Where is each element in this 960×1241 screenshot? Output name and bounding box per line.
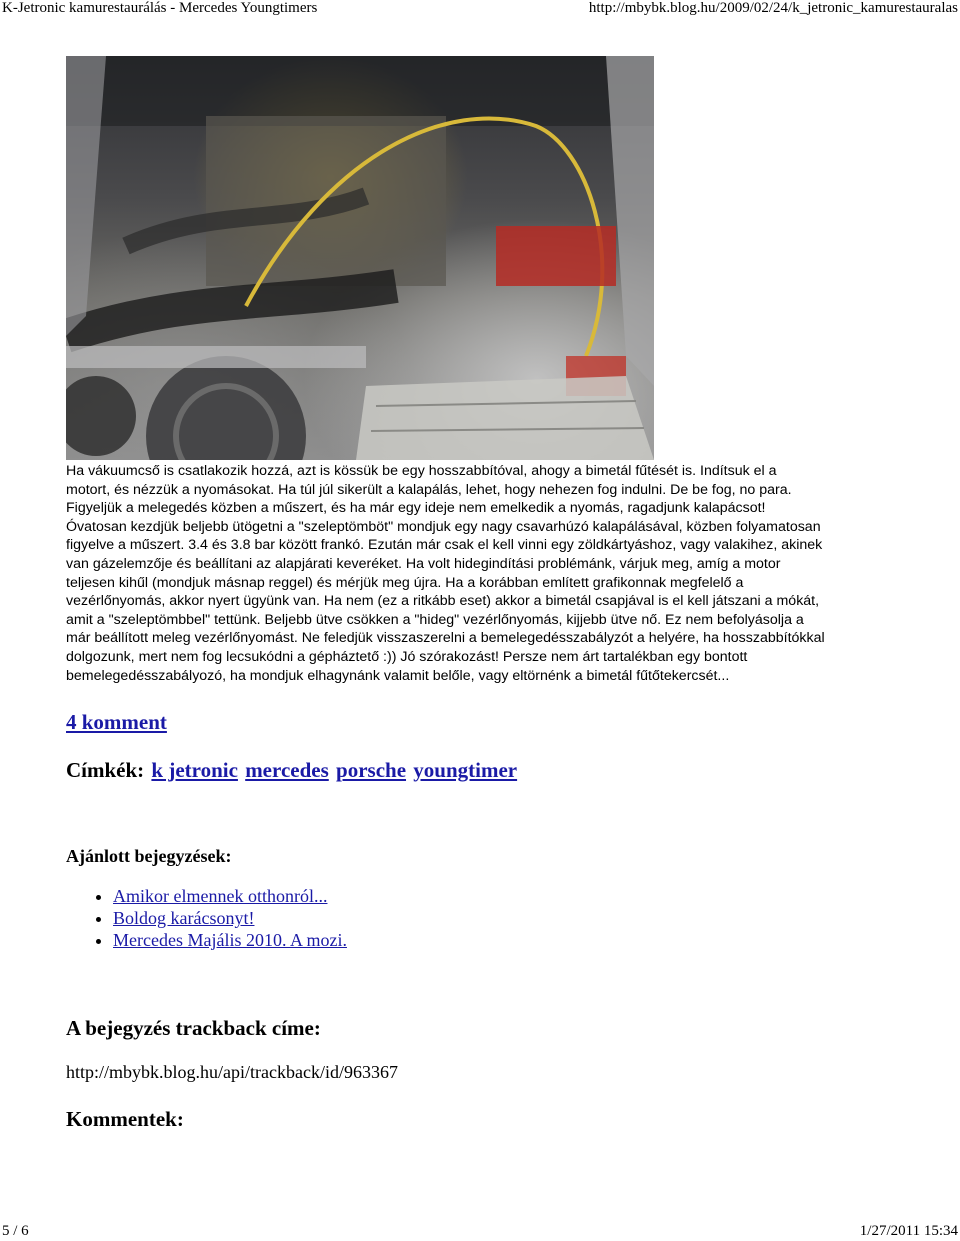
- list-item: [113, 885, 347, 907]
- body-line: Ha vákuumcső is csatlakozik hozzá, azt is kössük be egy hosszabbítóval, ahogy a bimetál fűtését is. Indítsuk el a: [66, 463, 777, 479]
- body-line: amit a "szeleptömbbel" tettünk. Beljebb ütve csökken a "hideg" vezérlőnyomás, kijjebb ütve nő. Ez nem befolyásolja a: [66, 611, 804, 628]
- tag-link[interactable]: mercedes: [245, 758, 329, 782]
- body-line: bemelegedésszabályozó, ha mondjuk elhagynánk valamit belőle, vagy eltörnénk a bimetál fűtőtekercsét...: [66, 667, 730, 684]
- recommended-list: [66, 885, 347, 951]
- body-line: van gázelemzője és beállítani az alapjárati keveréket. Ha volt hidegindítási problémánk, várjuk meg, amíg a motor: [66, 555, 781, 572]
- body-line: vezérlőnyomás, akkor nyert ügyünk van. Ha nem (ez a ritkább eset) akkor a bimetál csapjával is el kell játszani a mókát,: [66, 593, 820, 610]
- body-line: Óvatosan kezdjük beljebb ütögetni a "szeleptömböt" mondjuk egy nagy csavarhúzó kalapálásával, közben folyamatosan: [66, 518, 821, 535]
- list-item: [113, 907, 347, 929]
- recommended-link[interactable]: Amikor elmennek otthonról...: [113, 886, 328, 906]
- body-line: dolgozunk, mert nem fog lecsukódni a gépháztető :)) Jó szórakozást! Persze nem árt tartalékban egy bontott: [66, 648, 748, 665]
- engine-bay-photo: [66, 56, 654, 460]
- tag-link[interactable]: youngtimer: [413, 758, 518, 782]
- comments-link[interactable]: 4 komment: [66, 710, 167, 734]
- tag-link[interactable]: k jetronic: [151, 758, 238, 782]
- tag-link[interactable]: porsche: [336, 758, 407, 782]
- trackback-url: http://mbybk.blog.hu/api/trackback/id/963367: [66, 1062, 398, 1082]
- body-line: motort, és nézzük a nyomásokat. Ha túl júl sikerült a kalapálás, lehet, hogy nehezen fog indulni. De be fog, no para.: [66, 481, 792, 498]
- print-header-title: K-Jetronic kamurestaurálás - Mercedes Youngtimers: [2, 0, 318, 16]
- recommended-link[interactable]: Mercedes Majális 2010. A mozi.: [113, 930, 347, 950]
- page-number: 5 / 6: [2, 1223, 29, 1239]
- recommended-link[interactable]: Boldog karácsonyt!: [113, 908, 255, 928]
- tags-row: [66, 758, 517, 783]
- print-header-url: http://mbybk.blog.hu/2009/02/24/k_jetronic_kamurestauralas: [588, 0, 958, 16]
- print-datetime: 1/27/2011 15:34: [859, 1223, 958, 1239]
- list-item: [113, 929, 347, 951]
- recommended-title: Ajánlott bejegyzések:: [66, 846, 232, 866]
- tags-label: Címkék:: [66, 758, 145, 782]
- article-body: [66, 462, 896, 685]
- comments-title: Kommentek:: [66, 1107, 184, 1131]
- body-line: Figyeljük a melegedés közben a műszert, és ha már egy ideje nem emelkedik a nyomás, ragadjunk kalapácsot!: [66, 500, 766, 517]
- body-line: figyelve a műszert. 3.4 és 3.8 bar között frankó. Ezután már csak el kell vinni egy zöldkártyáshoz, vagy valakihez, akinek: [66, 537, 823, 554]
- trackback-title: A bejegyzés trackback címe:: [66, 1016, 321, 1040]
- body-line: már beállított meleg vezérlőnyomást. Ne feledjük visszaszerelni a bemelegedésszabályzót a helyére, ha hosszabbítókkal: [66, 630, 825, 647]
- body-line: teljesen kihűl (mondjuk másnap reggel) és mérjük meg újra. Ha a korábban említett grafikonnak megfelelő a: [66, 574, 744, 591]
